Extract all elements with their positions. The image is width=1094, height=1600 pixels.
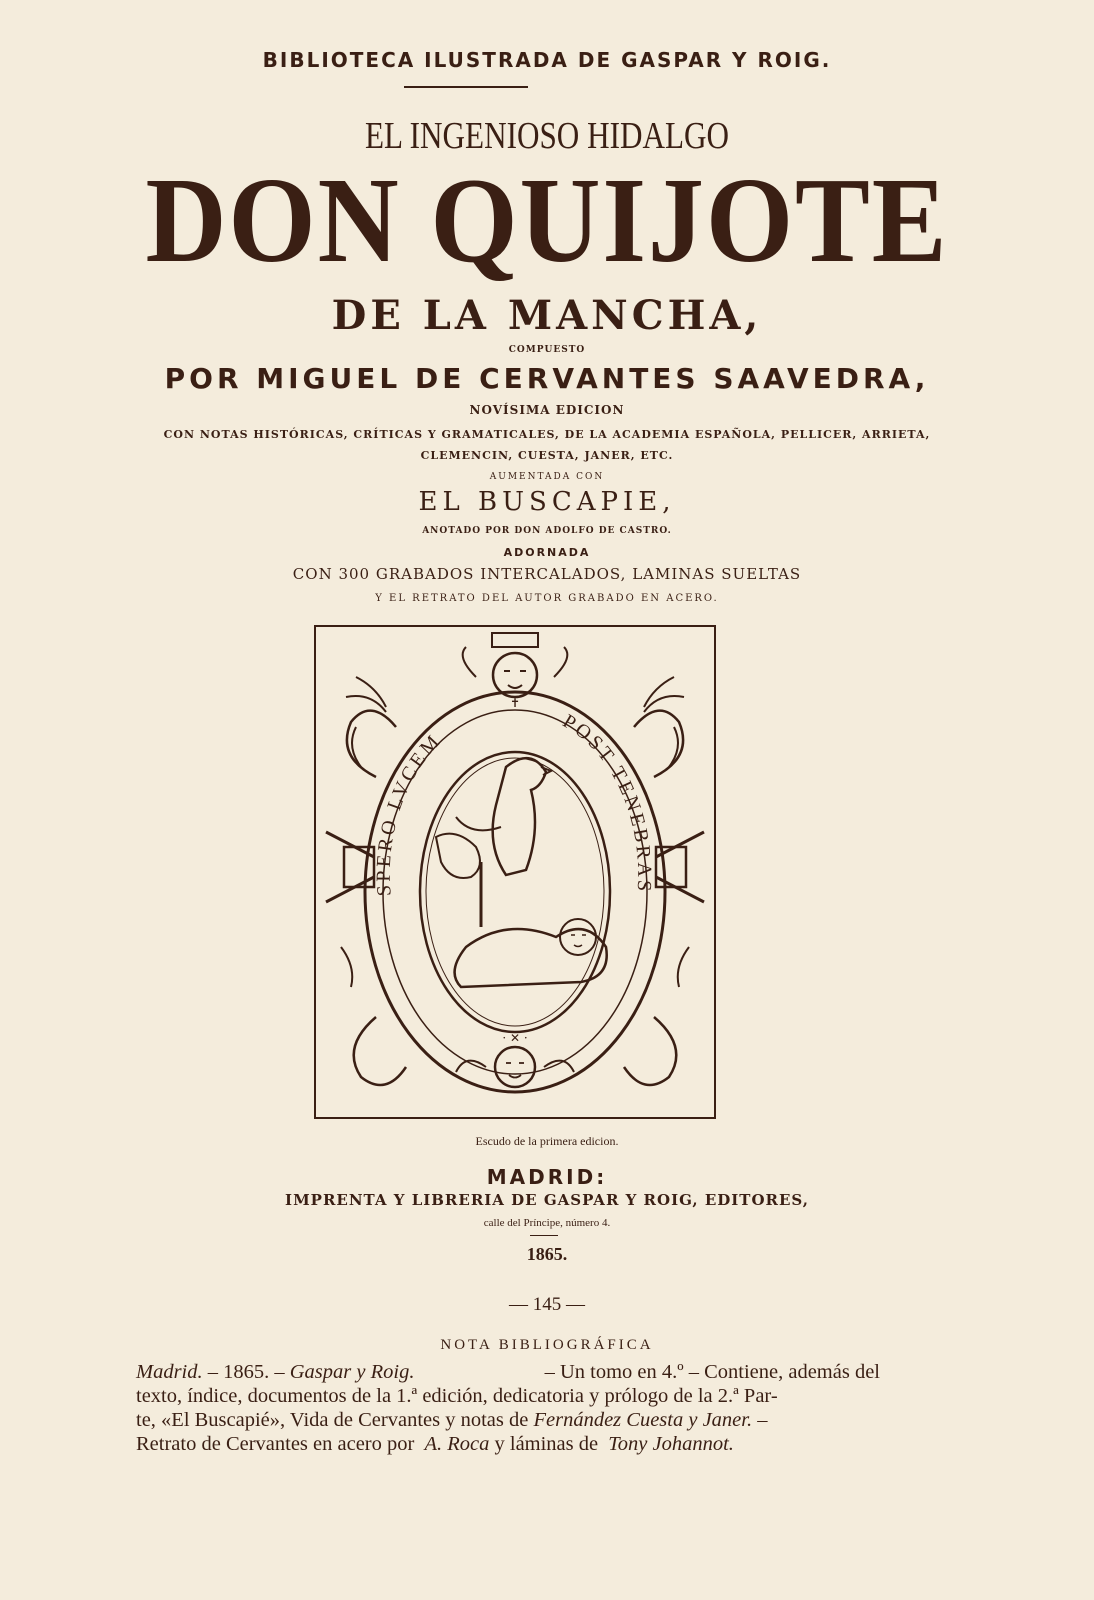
note-line-2: [136, 1384, 880, 1408]
aumentada-label: AUMENTADA CON: [489, 472, 605, 482]
year-rule: [530, 1235, 558, 1236]
note-line2-text: texto, índice, documentos de la 1.ª edición, dedicatoria y prólogo de la 2.ª Par-: [136, 1385, 778, 1407]
note-line3-a: te, «El Buscapié», Vida de Cervantes y notas de: [136, 1409, 534, 1431]
anotado-line: ANOTADO POR DON ADOLFO DE CASTRO.: [422, 526, 672, 536]
header-rule: [404, 86, 528, 88]
printers-emblem: [314, 625, 716, 1119]
compuesto-label: COMPUESTO: [508, 345, 586, 355]
note-line4-d: Tony Johannot.: [608, 1433, 734, 1455]
buscapie-title: EL BUSCAPIE,: [418, 487, 676, 517]
retrato-line: Y EL RETRATO DEL AUTOR GRABADO EN ACERO.: [375, 593, 719, 604]
note-line4-b: A. Roca: [424, 1433, 490, 1455]
author-line: POR MIGUEL DE CERVANTES SAAVEDRA,: [164, 362, 930, 395]
imprint-year: 1865.: [526, 1244, 568, 1264]
emblem-caption: Escudo de la primera edicion.: [475, 1134, 619, 1148]
page-number: — 145 —: [509, 1294, 585, 1315]
svg-text:· ✕ ·: · ✕ ·: [502, 1031, 528, 1045]
imprint-street: calle del Príncipe, número 4.: [483, 1217, 611, 1229]
notes-line-1: CON NOTAS HISTÓRICAS, CRÍTICAS Y GRAMATICALES, DE LA ACADEMIA ESPAÑOLA, PELLICER, ARRIETA,: [163, 428, 931, 441]
edition-line: NOVÍSIMA EDICION: [469, 403, 625, 417]
bibliographic-note: [136, 1360, 880, 1456]
imprint-city: MADRID:: [486, 1165, 608, 1189]
note-heading: NOTA BIBLIOGRÁFICA: [440, 1337, 654, 1353]
note-line-4: [136, 1432, 880, 1456]
main-title: DON QUIJOTE: [145, 153, 949, 288]
svg-text:POST TENEBRAS: [559, 710, 655, 895]
notes-line-2: CLEMENCIN, CUESTA, JANER, ETC.: [420, 449, 674, 462]
note-line4-c: y láminas de: [489, 1433, 604, 1455]
note-line-3: [136, 1408, 880, 1432]
note-year: – 1865. –: [202, 1361, 290, 1383]
note-line1-rest: – Un tomo en 4.º – Contiene, además del: [544, 1361, 880, 1383]
note-line3-b: Fernández Cuesta y Janer.: [533, 1409, 753, 1431]
motto-right: POST TENEBRAS: [559, 710, 656, 895]
motto-left: SPERO LVCEM: [372, 729, 446, 897]
note-line4-a: Retrato de Cervantes en acero por: [136, 1433, 420, 1455]
note-line-1: [136, 1360, 880, 1384]
svg-text:✝: ✝: [509, 696, 521, 710]
title-line3: DE LA MANCHA,: [331, 292, 763, 339]
note-madrid: Madrid.: [136, 1361, 203, 1383]
adornada-label: ADORNADA: [503, 546, 591, 559]
title-line1: EL INGENIOSO HIDALGO: [364, 115, 730, 157]
series-header: BIBLIOTECA ILUSTRADA DE GASPAR Y ROIG.: [262, 48, 832, 72]
note-publisher: Gaspar y Roig.: [289, 1361, 415, 1383]
note-line3-c: –: [752, 1409, 768, 1431]
emblem-illustration: [316, 627, 714, 1117]
grabados-line: CON 300 GRABADOS INTERCALADOS, LAMINAS SUELTAS: [292, 565, 802, 583]
imprint-printer: IMPRENTA Y LIBRERIA DE GASPAR Y ROIG, EDITORES,: [285, 1191, 809, 1209]
